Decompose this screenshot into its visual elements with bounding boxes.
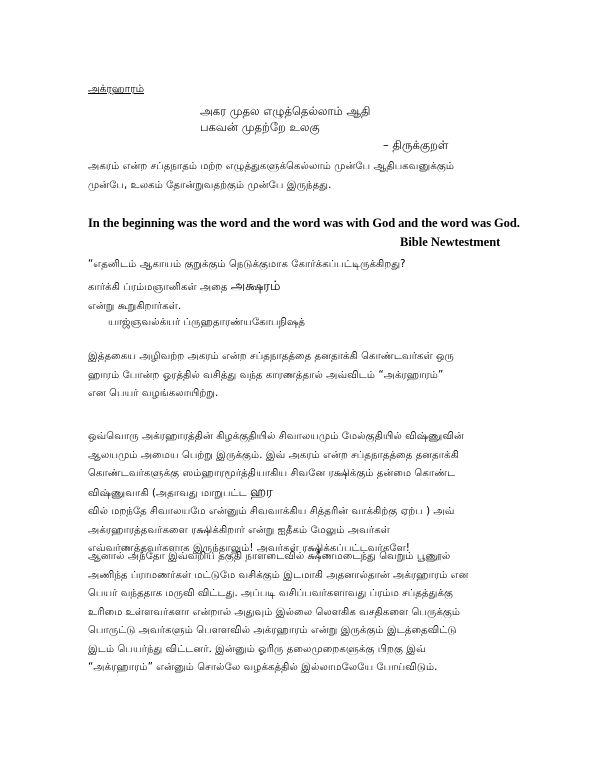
hara-word: ஹர [250,484,273,500]
paragraph-4-line: “அக்ரஹாரம்” என்னும் சொல்லே வழக்கத்தில் இல்லாமலேயே போய்விடும். [88,662,438,673]
paragraph-4-line: அணிந்த ப்ராமணர்கள் மட்டுமே வசிக்கும் இடமாகி அதனால்தான் அக்ரஹாரம் என [88,569,469,581]
paragraph-2-line: என பெயர் வழங்கலாயிற்று. [88,388,219,399]
paragraph-2-line: ஹாரம் போன்ற ஓரத்தில் வசித்து வந்த காரணத்தால் அவ்விடம் “அக்ரஹாரம்” [88,369,444,381]
upanishad-source: யாஜ்ஞவல்க்யர் ப்ருஹதாரண்யகோபநிஷத் [108,317,306,328]
paragraph-4-line: இடம் பெயர்ந்து விட்டனர். இன்னும் ஓரிரு தலைமுறைகளுக்கு பிறகு இவ் [88,643,426,655]
paragraph-3-line: கொண்டவர்களுக்கு ஸம்ஹாரமூர்த்தியாகிய சிவனே ரக்ஷிக்கும் தன்மை கொண்ட [88,468,456,479]
paragraph-2 [88,348,454,404]
paragraph-4-line: பெயர் வந்ததாக மருவி விட்டது. அப்படி வசிப்பவர்களாவது ப்ரம்ம சப்தத்துக்கு [88,588,453,599]
paragraph-3-line: எவ்வர்ணத்தவர்களாக இருந்தாலும்! அவர்கள் ரக்ஷிக்கப்பட்டவர்களே! [88,543,410,554]
kural-line-2: பகவன் முதற்றே உலகு [200,120,320,134]
paragraph-3-line-text: விஷ்ணுவாகி (அதாவது மாறுபட்ட [88,487,247,499]
bible-quote: In the beginning was the word and the word was with God and the word was God. [88,215,520,230]
paragraph-1 [88,158,454,195]
paragraph-3-line: ஆலயமும் அமைய பெற்று இருக்கும். இவ் அகரம் என்ற சப்தநாதத்தை தனதாக்கி [88,449,459,461]
paragraph-2-line: இத்தகைய அழிவற்ற அகரம் என்ற சப்தநாதத்தை தனதாக்கி கொண்டவர்கள் ஒரு [88,351,454,362]
paragraph-4-line: உரிமை உள்ளவர்களா என்றால் அதுவும் இல்லை லௌகிக வசதிகளை பெருக்கும் [88,606,461,618]
paragraph-4 [88,548,468,678]
paragraph-4-line: பொருட்டு அவர்களும் பௌளவில் அக்ரஹாரம் என்று இருக்கும் இடத்தைவிட்டு [88,625,457,636]
paragraph-3-line: அக்ரஹாரத்தவர்களை ரக்ஷிக்கிறார் என்று ஐதீகம் மேலும் அவர்கள் [88,524,390,536]
kural-line-1: அகர முதல எழுத்தெல்லாம் ஆதி [200,104,371,118]
upanishad-line-2-text: கார்க்கி ப்ரம்மஞானிகள் அதை [88,282,228,293]
upanishad-line-3: என்று கூறுகிறார்கள். [88,300,182,312]
page-heading: அக்ரஹாரம் [88,83,145,95]
bible-source: Bible Newtestment [400,235,501,249]
paragraph-4-line: ஆனால் அந்தோ இவ்வறிய தகுதி நாளடைவில் க்ஷீணமடைந்து வெறும் பூணூல் [88,551,451,562]
paragraph-3-line [88,484,464,504]
paragraph-3-line: வில் மறந்தே சிவாலயமே என்னும் சிவவாக்கிய சித்தரின் வாக்கிற்கு ஏற்ப ) அவ் [88,506,455,517]
upanishad-line-1: “எதனிடம் ஆகாயம் குறுக்கும் நெடுக்குமாக கோர்க்கப்பட்டிருக்கிறது? [88,259,406,270]
upanishad-line-2 [88,278,280,298]
upanishad-quote [88,278,280,316]
kural-attribution: – திருக்குறள் [383,138,449,152]
paragraph-1-line: அகரம் என்ற சப்தநாதம் மற்ற எழுத்துகளுக்கெல்லாம் முன்பே ஆதிபகவனுக்கும் [88,161,455,172]
aksharam-word: அக்ஷரம் [230,279,281,294]
paragraph-3-line: ஒவ்வொரு அக்ரஹாரத்தின் கிழக்குதியில் சிவாலயமும் மேல்குதியில் விஷ்ணுவின் [88,431,464,442]
paragraph-3 [88,428,464,559]
paragraph-1-line: முன்பே, உலகம் தோன்றுவதற்கும் முன்பே இருந்தது. [88,179,332,191]
